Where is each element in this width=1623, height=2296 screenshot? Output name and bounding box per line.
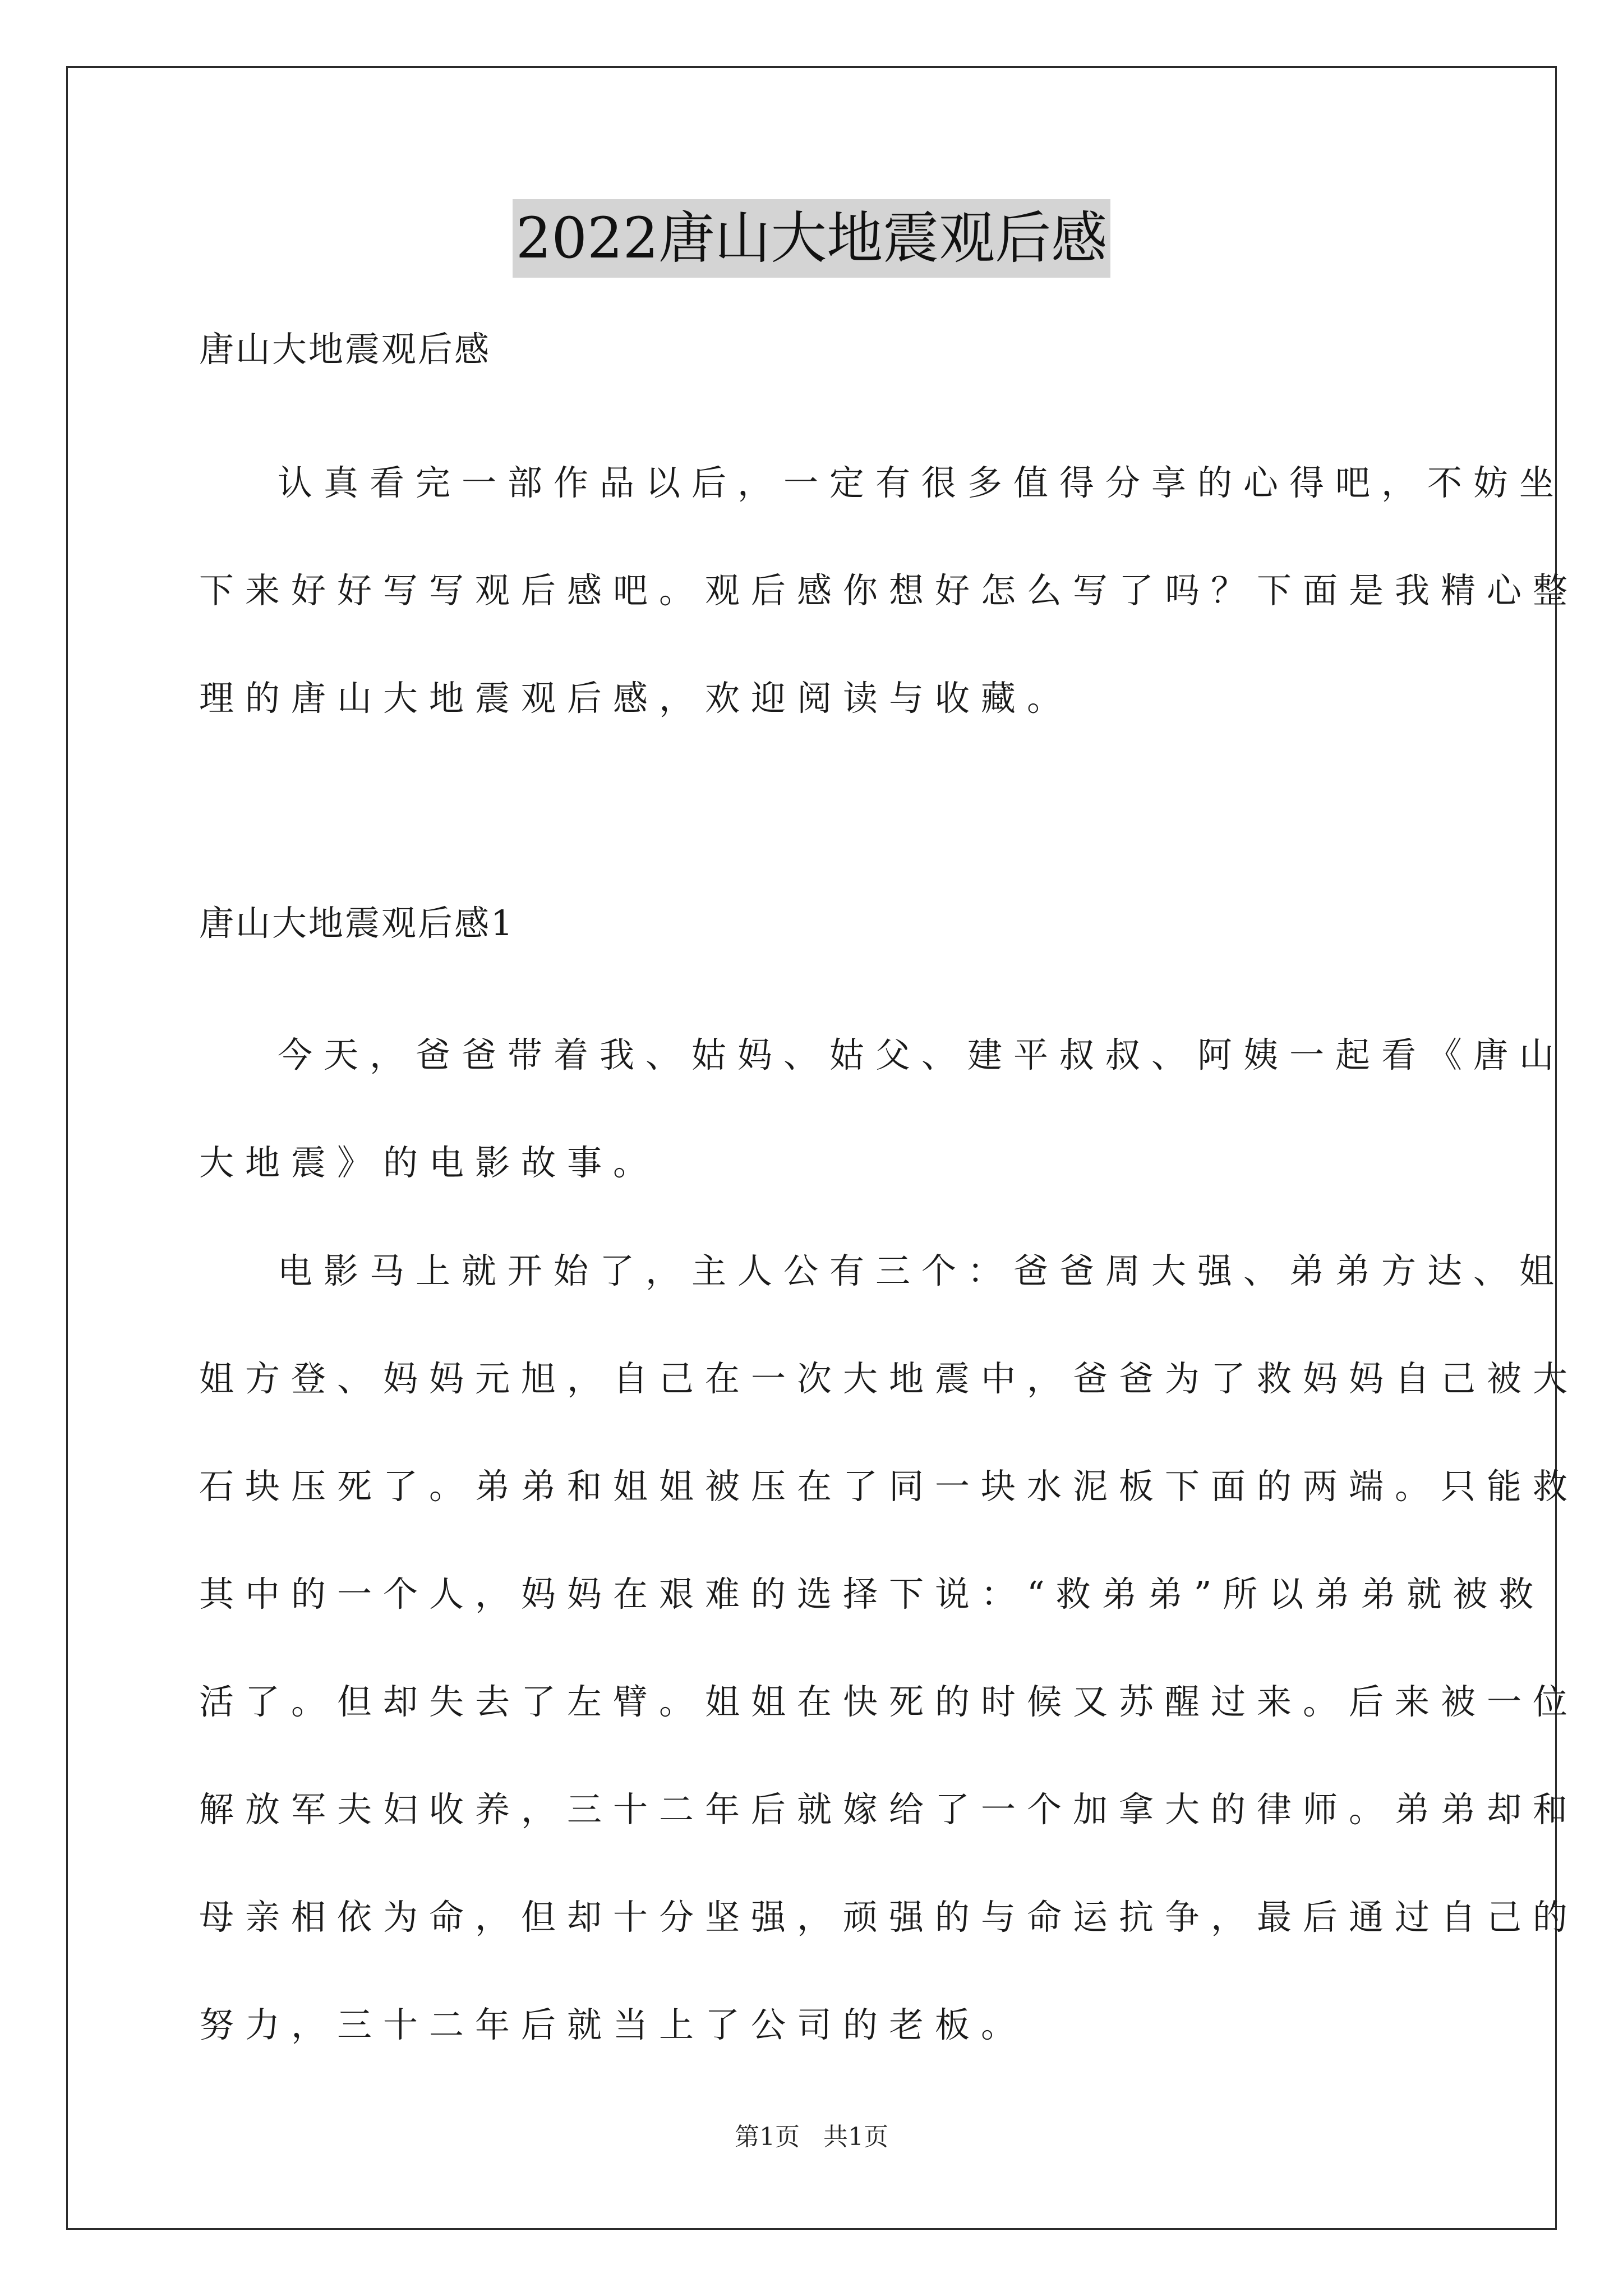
p2-line-3: 石块压死了。弟弟和姐姐被压在了同一块水泥板下面的两端。只能救 [199,1466,1579,1507]
intro-line-3: 理的唐山大地震观后感，欢迎阅读与收藏。 [199,678,1073,719]
p2-line-6: 解放军夫妇收养，三十二年后就嫁给了一个加拿大的律师。弟弟却和 [199,1789,1579,1830]
p2-line-4: 其中的一个人，妈妈在艰难的选择下说：“救弟弟”所以弟弟就被救 [199,1573,1545,1614]
p2-line-8: 努力，三十二年后就当上了公司的老板。 [199,2004,1027,2045]
section-heading: 唐山大地震观后感1 [199,903,515,944]
p2-line-7: 母亲相依为命，但却十分坚强，顽强的与命运抗争，最后通过自己的 [199,1897,1579,1938]
document-title: 2022唐山大地震观后感 [513,199,1111,278]
intro-heading: 唐山大地震观后感 [199,329,491,370]
p1-line-2: 大地震》的电影故事。 [199,1142,660,1183]
title-container [0,199,1623,278]
page-footer: 第1页 共1页 [735,2123,888,2151]
intro-line-1: 认真看完一部作品以后，一定有很多值得分享的心得吧，不妨坐 [278,462,1566,503]
p2-line-1: 电影马上就开始了，主人公有三个：爸爸周大强、弟弟方达、姐 [278,1250,1566,1291]
intro-line-2: 下来好好写写观后感吧。观后感你想好怎么写了吗？下面是我精心整 [199,570,1579,611]
p2-line-5: 活了。但却失去了左臂。姐姐在快死的时候又苏醒过来。后来被一位 [199,1681,1579,1722]
p2-line-2: 姐方登、妈妈元旭，自己在一次大地震中，爸爸为了救妈妈自己被大 [199,1358,1579,1399]
intro-paragraph [199,429,1579,752]
paragraph-1 [199,1001,1566,1217]
p1-line-1: 今天，爸爸带着我、姑妈、姑父、建平叔叔、阿姨一起看《唐山 [278,1034,1566,1075]
paragraph-2 [199,1217,1579,2079]
